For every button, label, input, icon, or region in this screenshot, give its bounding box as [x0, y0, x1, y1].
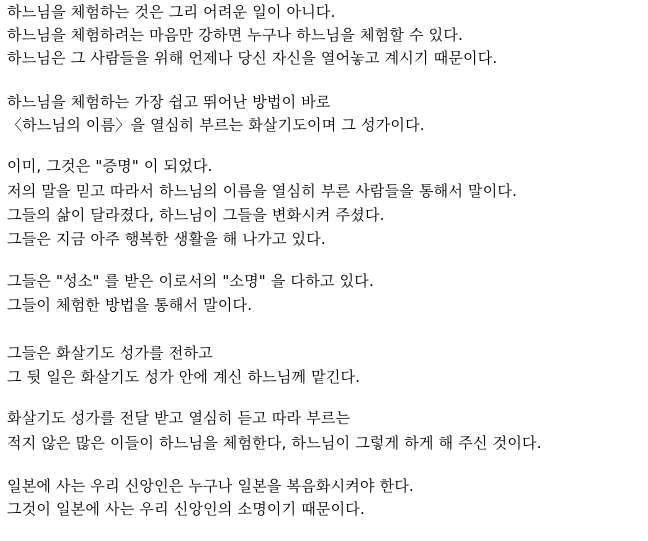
text-line: 이미, 그것은 "증명" 이 되었다. [7, 157, 213, 175]
text-line: 그들은 화살기도 성가를 전하고 [7, 344, 213, 362]
text-line: 하느님을 체험하려는 마음만 강하면 누구나 하느님을 체험할 수 있다. [7, 26, 464, 44]
text-line: 그 뒷 일은 화살기도 성가 안에 계신 하느님께 맡긴다. [7, 368, 361, 386]
text-line: 그것이 일본에 사는 우리 신앙인의 소명이기 때문이다. [7, 500, 365, 518]
text-line: 화살기도 성가를 전달 받고 열심히 듣고 따라 부르는 [7, 409, 351, 427]
text-line: 그들이 체험한 방법을 통해서 말이다. [7, 296, 253, 314]
text-line: 저의 말을 믿고 따라서 하느님의 이름을 열심히 부른 사람들을 통해서 말이다. [7, 182, 518, 200]
text-line: 그들은 "성소" 를 받은 이로서의 "소명" 을 다하고 있다. [7, 272, 374, 290]
text-line: 적지 않은 많은 이들이 하느님을 체험한다, 하느님이 그렇게 하게 해 주신 것이다. [7, 434, 542, 452]
text-line: 그들의 삶이 달라졌다, 하느님이 그들을 변화시켜 주셨다. [7, 206, 385, 224]
text-line: 〈하느님의 이름〉을 열심히 부르는 화살기도이며 그 성가이다. [7, 116, 425, 134]
text-line: 하느님은 그 사람들을 위해 언제나 당신 자신을 열어놓고 계시기 때문이다. [7, 49, 498, 67]
text-line: 하느님을 체험하는 것은 그리 어려운 일이 아니다. [7, 3, 336, 21]
text-line: 일본에 사는 우리 신앙인은 누구나 일본을 복음화시켜야 한다. [7, 477, 414, 495]
text-line: 그들은 지금 아주 행복한 생활을 해 나가고 있다. [7, 230, 326, 248]
text-line: 하느님을 체험하는 가장 쉽고 뛰어난 방법이 바로 [7, 93, 331, 111]
